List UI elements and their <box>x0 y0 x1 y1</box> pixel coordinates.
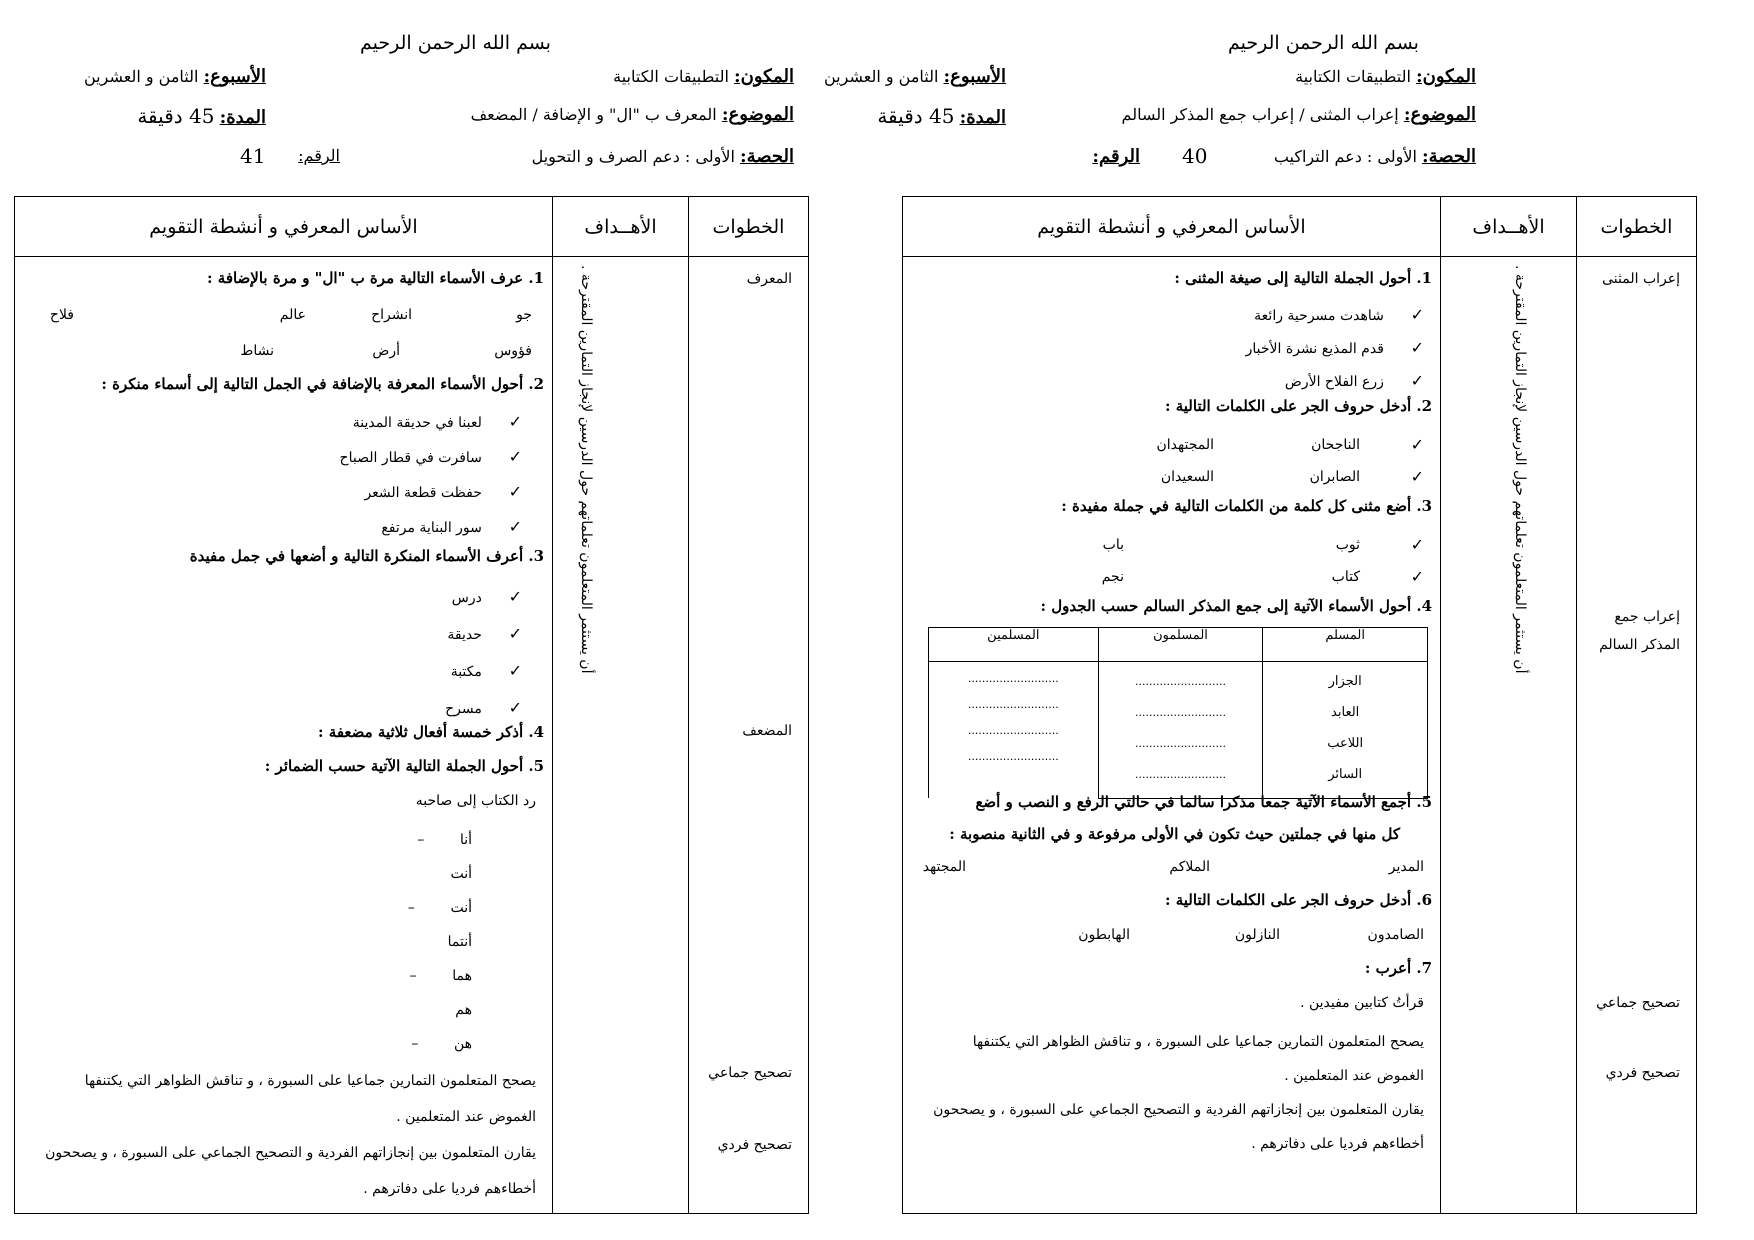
q7-sentence: قرأتُ كتابين مفيدين . <box>1300 995 1424 1011</box>
week-row: الأسبوع: الثامن و العشرين <box>823 66 1006 87</box>
week-row: الأسبوع: الثامن و العشرين <box>83 66 266 87</box>
question-5-line1: 5. أجمع الأسماء الآتية جمعا مذكرا سالما في حالتي الرفع و النصب و أضع <box>975 793 1432 811</box>
question-3: 3. أعرف الأسماء المنكرة التالية و أضعها في جمل مفيدة <box>189 547 544 565</box>
question-6: 6. أدخل حروف الجر على الكلمات التالية : <box>1164 891 1432 909</box>
list-item: ✓ زرع الفلاح الأرض <box>1284 371 1424 390</box>
q1-word: نشاط <box>240 343 274 359</box>
conversion-table <box>928 627 1428 799</box>
step-individual-correction: تصحيح فردي <box>717 1137 792 1153</box>
table-cell: الجزار العابد اللاعب السائر <box>1263 662 1428 799</box>
q1-word: انشراح <box>371 307 412 323</box>
number-value: 40 <box>1182 144 1208 168</box>
number-label: الرقم: <box>1092 146 1140 167</box>
q1-word: جو <box>516 307 532 323</box>
col-goals-header: الأهــداف <box>553 197 689 257</box>
q1-word: أرض <box>372 343 400 359</box>
topic-row: الموضوع: المعرف ب "ال" و الإضافة / المضعف <box>470 104 794 125</box>
question-7: 7. أعرب : <box>1364 959 1432 977</box>
step-group-correction: تصحيح جماعي <box>708 1065 792 1081</box>
content-cell <box>903 257 1441 1214</box>
step-individual-correction: تصحيح فردي <box>1605 1065 1680 1081</box>
col-steps-header: الخطوات <box>689 197 809 257</box>
component-row: المكون: التطبيقات الكتابية <box>613 66 794 87</box>
q5-word: الملاكم <box>1169 859 1210 875</box>
number-value: 41 <box>240 144 266 168</box>
col-content-header: الأساس المعرفي و أنشطة التقويم <box>903 197 1441 257</box>
duration-row: المدة: 45 دقيقة <box>137 104 266 128</box>
table-header: المسلمون <box>1098 628 1263 662</box>
lesson-table <box>14 196 809 1214</box>
table-header: المسلمين <box>929 628 1099 662</box>
q5-word: المجتهد <box>922 859 966 875</box>
list-item: ✓ درس <box>451 587 522 606</box>
list-item: ✓ سافرت في قطار الصباح <box>339 447 522 466</box>
step-dual: إعراب المثنى <box>1602 271 1680 287</box>
session-row: الحصة: الأولى : دعم التراكيب <box>1273 146 1476 167</box>
question-5-line2: كل منها في جملتين حيث تكون في الأولى مرفوعة و في الثانية منصوبة : <box>949 825 1400 843</box>
list-item: ✓ حفظت قطعة الشعر <box>364 482 522 501</box>
q5-word: المدير <box>1388 859 1424 875</box>
list-item: هن – <box>411 1036 472 1052</box>
check-icon: ✓ <box>1410 535 1424 554</box>
check-icon: ✓ <box>508 587 522 606</box>
list-item: أنت <box>450 866 472 882</box>
question-3: 3. أضع مثنى كل كلمة من الكلمات التالية في جملة مفيدة : <box>1061 497 1432 515</box>
check-icon: ✓ <box>508 412 522 431</box>
question-2: 2. أدخل حروف الجر على الكلمات التالية : <box>1164 397 1432 415</box>
question-4: 4. أذكر خمسة أفعال ثلاثية مضعفة : <box>318 723 544 741</box>
component-row: المكون: التطبيقات الكتابية <box>1295 66 1476 87</box>
q6-word: النازلون <box>1234 927 1280 943</box>
list-item: ✓ لعبنا في حديقة المدينة <box>352 412 522 431</box>
q2-grid: ✓ الناجحان المجتهدان ✓ الصابران السعيدان <box>1156 435 1424 486</box>
check-icon: ✓ <box>1410 338 1424 357</box>
list-item: أنتما <box>447 934 472 950</box>
step-doubled: المضعف <box>742 723 792 739</box>
list-item: أنا – <box>417 832 472 848</box>
table-cell: .......................... .......................... .......................... .......................... <box>929 662 1099 799</box>
list-item: ✓ مكتبة <box>450 661 522 680</box>
session-row: الحصة: الأولى : دعم الصرف و التحويل <box>531 146 794 167</box>
q6-word: الهابطون <box>1078 927 1130 943</box>
q3-grid: ✓ ثوب باب ✓ كتاب نجم <box>1101 535 1424 586</box>
col-goals-header: الأهــداف <box>1441 197 1577 257</box>
check-icon: ✓ <box>508 661 522 680</box>
check-icon: ✓ <box>508 447 522 466</box>
question-1: 1. عرف الأسماء التالية مرة ب "ال" و مرة بالإضافة : <box>207 269 544 287</box>
check-icon: ✓ <box>1410 567 1424 586</box>
bismillah: بسم الله الرحمن الرحيم <box>1228 32 1419 54</box>
col-content-header: الأساس المعرفي و أنشطة التقويم <box>15 197 553 257</box>
check-icon: ✓ <box>1410 467 1424 486</box>
topic-row: الموضوع: إعراب المثنى / إعراب جمع المذكر السالم <box>1121 104 1476 125</box>
steps-cell <box>689 257 809 1214</box>
q1-word: عالم <box>279 307 306 323</box>
col-steps-header: الخطوات <box>1577 197 1697 257</box>
table-header: المسلم <box>1263 628 1428 662</box>
list-item: ✓ حديقة <box>447 624 522 643</box>
check-icon: ✓ <box>508 698 522 717</box>
q1-word: فؤوس <box>494 343 532 359</box>
group-correction-text: يصحح المتعلمون التمارين جماعيا على السبورة ، و تناقش الظواهر التي يكتنفها الغموض عند المتعلمين . يقارن المتعلمون بين إنجازاتهم الفردية و التصحيح الجماعي على السبورة ، و يصححون أخطاءهم فرديا على دفاترهم . <box>45 1073 536 1197</box>
pronoun-list <box>408 823 472 1061</box>
group-correction-text: يصحح المتعلمون التمارين جماعيا على السبورة ، و تناقش الظواهر التي يكتنفها الغموض عند المتعلمين . يقارن المتعلمون بين إنجازاتهم الفردية و التصحيح الجماعي على السبورة ، و يصححون أخطاءهم فرديا على دفاترهم . <box>933 1034 1424 1152</box>
q3-list <box>445 579 522 727</box>
question-2: 2. أحول الأسماء المعرفة بالإضافة في الجمل التالية إلى أسماء منكرة : <box>101 375 544 393</box>
duration-row: المدة: 45 دقيقة <box>877 104 1006 128</box>
list-item: هم <box>455 1002 472 1018</box>
list-item: هما – <box>409 968 472 984</box>
goals-cell <box>553 257 689 1214</box>
q6-word: الصامدون <box>1367 927 1424 943</box>
check-icon: ✓ <box>508 517 522 536</box>
step-definite: المعرف <box>746 271 792 287</box>
q1-word: فلاح <box>49 307 74 323</box>
list-item: ✓ قدم المذيع نشرة الأخبار <box>1245 338 1424 357</box>
question-4: 4. أحول الأسماء الآتية إلى جمع المذكر السالم حسب الجدول : <box>1040 597 1432 615</box>
check-icon: ✓ <box>1410 371 1424 390</box>
goals-cell <box>1441 257 1577 1214</box>
number-label: الرقم: <box>298 146 340 165</box>
list-item: أنت – <box>407 900 472 916</box>
list-item: ✓ شاهدت مسرحية رائعة <box>1254 305 1424 324</box>
table-cell: .......................... .......................... .......................... .......................... <box>1098 662 1263 799</box>
step-plural: إعراب جمع المذكر السالم <box>1599 609 1680 653</box>
q2-list <box>340 405 522 545</box>
list-item: ✓ سور البناية مرتفع <box>381 517 522 536</box>
bismillah: بسم الله الرحمن الرحيم <box>360 32 551 54</box>
check-icon: ✓ <box>508 624 522 643</box>
goal-text: أن يستثمر المتعلمون تعلماتهم حول الدرسين لإنجاز التمارين المقترحة . <box>578 265 594 674</box>
lesson-table <box>902 196 1697 1214</box>
check-icon: ✓ <box>1410 305 1424 324</box>
question-5: 5. أحول الجملة التالية الآتية حسب الضمائر : <box>264 757 544 775</box>
q1-list <box>1246 299 1424 398</box>
question-1: 1. أحول الجملة التالية إلى صيغة المثنى : <box>1174 269 1432 287</box>
goal-text: أن يستثمر المتعلمون تعلماتهم حول الدرسين لإنجاز التمارين المقترحة . <box>1512 265 1528 674</box>
step-group-correction: تصحيح جماعي <box>1596 995 1680 1011</box>
steps-cell <box>1577 257 1697 1214</box>
content-cell <box>15 257 553 1214</box>
list-item: ✓ مسرح <box>445 698 522 717</box>
q5-sentence: رد الكتاب إلى صاحبه <box>415 793 536 809</box>
check-icon: ✓ <box>1410 435 1424 454</box>
check-icon: ✓ <box>508 482 522 501</box>
